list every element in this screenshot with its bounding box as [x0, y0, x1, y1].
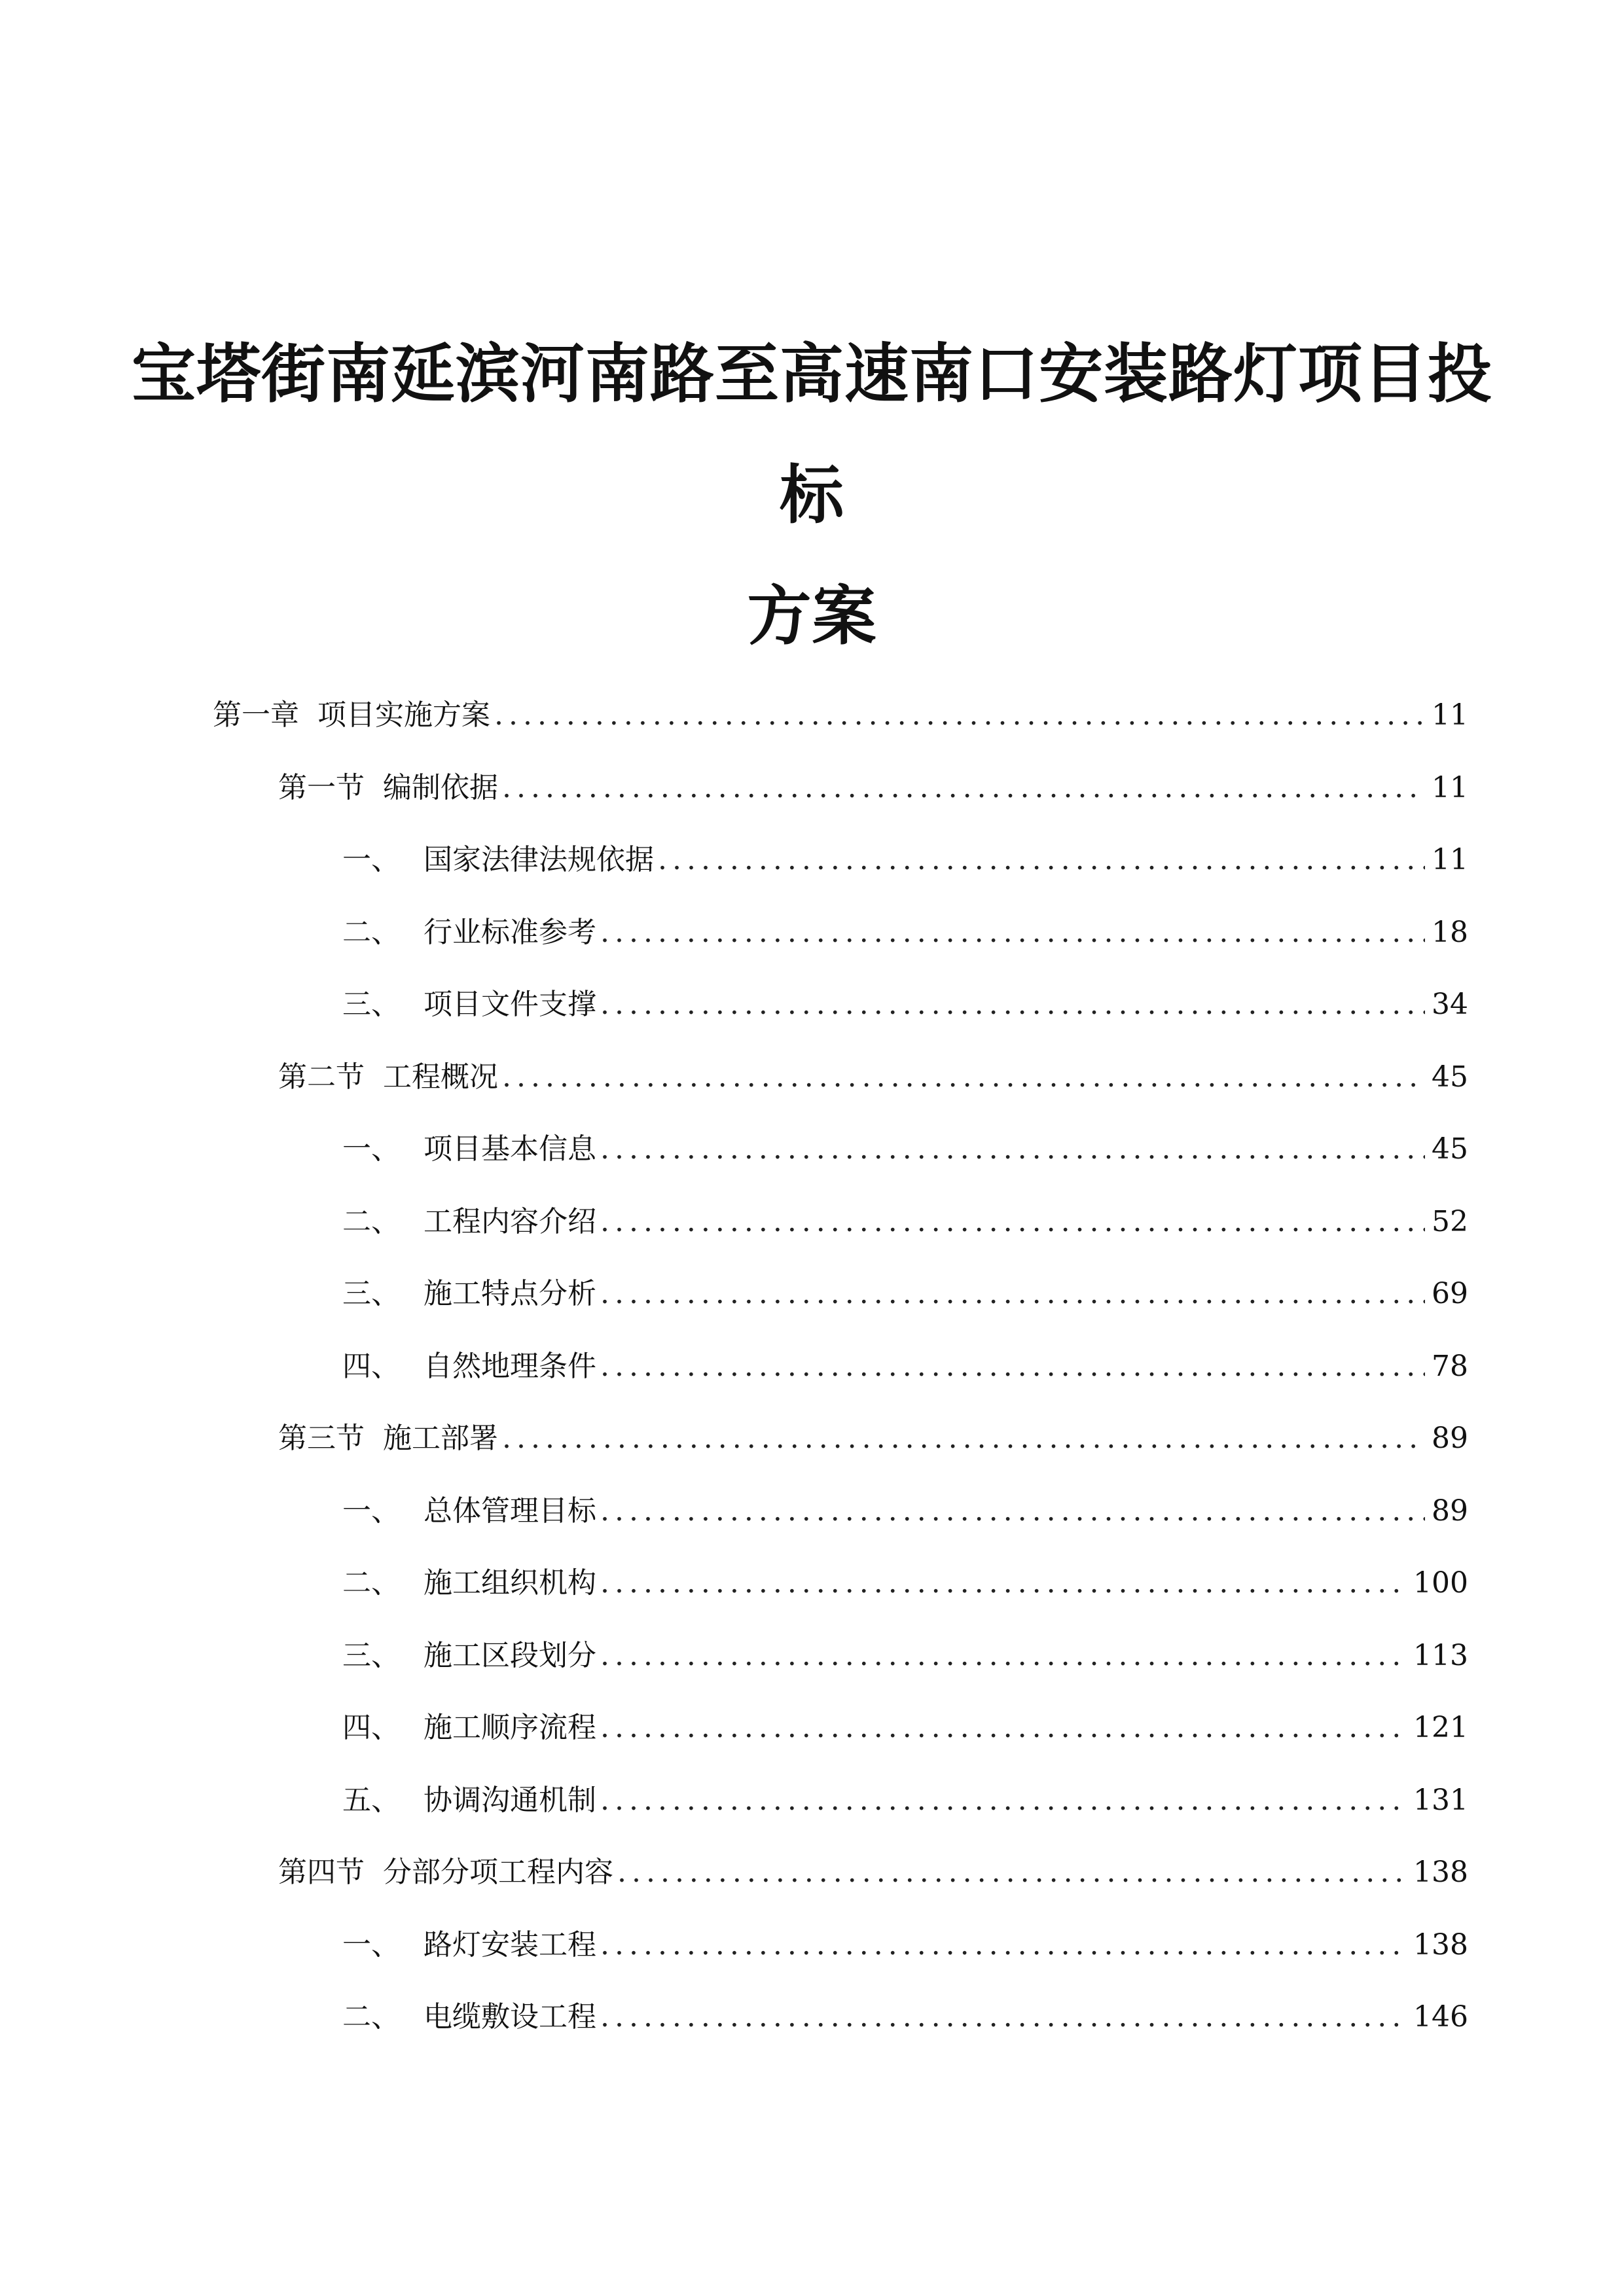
toc-entry-number: 二、	[342, 2000, 400, 2034]
toc-entry-title	[342, 906, 596, 959]
toc-entry-title	[342, 1123, 596, 1175]
toc-entry-label: 分部分项工程内容	[383, 1856, 613, 1889]
toc-entry-number: 二、	[342, 1205, 400, 1238]
toc-dot-leader	[600, 1340, 1425, 1393]
toc-dot-leader	[600, 1774, 1407, 1827]
toc-entry-number: 一、	[342, 843, 400, 876]
toc-dot-leader	[658, 834, 1425, 886]
toc-entry-title	[278, 1846, 613, 1899]
document-title-line-1: 宝塔街南延滨河南路至高速南口安装路灯项目投标	[131, 337, 1492, 533]
toc-dot-leader	[502, 1051, 1425, 1103]
toc-entry[interactable]	[342, 1630, 1468, 1682]
toc-dot-leader	[502, 1412, 1425, 1465]
toc-entry[interactable]	[342, 1557, 1468, 1609]
toc-entry-label: 协调沟通机制	[424, 1784, 596, 1817]
document-title-line-2: 方案	[747, 579, 877, 654]
toc-entry-number: 一、	[342, 1928, 400, 1962]
toc-entry-number: 四、	[342, 1711, 400, 1744]
toc-entry-label: 施工区段划分	[424, 1639, 596, 1672]
toc-entry-page-number: 69	[1432, 1277, 1468, 1310]
toc-entry-label: 项目文件支撑	[424, 988, 596, 1021]
toc-entry-number: 第一章	[213, 698, 299, 732]
toc-entry-title	[342, 1485, 596, 1537]
toc-dot-leader	[600, 1268, 1425, 1320]
toc-entry[interactable]	[278, 1412, 1468, 1465]
toc-entry-label: 施工组织机构	[424, 1566, 596, 1600]
toc-dot-leader	[617, 1846, 1407, 1899]
toc-entry-label: 自然地理条件	[424, 1350, 596, 1383]
toc-entry[interactable]	[213, 689, 1468, 742]
toc-entry-label: 编制依据	[383, 771, 498, 804]
toc-entry-label: 施工特点分析	[424, 1277, 596, 1310]
toc-dot-leader	[600, 1919, 1407, 1971]
toc-entry-page-number: 89	[1432, 1494, 1468, 1528]
toc-entry-number: 一、	[342, 1132, 400, 1166]
toc-entry-title	[342, 834, 654, 886]
toc-entry-title	[342, 1702, 596, 1754]
toc-entry-page-number: 11	[1432, 698, 1468, 732]
toc-entry-title	[342, 1630, 596, 1682]
toc-dot-leader	[600, 1630, 1407, 1682]
toc-entry-label: 电缆敷设工程	[424, 2000, 596, 2034]
toc-entry-label: 项目实施方案	[317, 698, 490, 732]
toc-dot-leader	[600, 906, 1425, 959]
toc-entry-title	[342, 1991, 596, 2043]
toc-entry[interactable]	[342, 1123, 1468, 1175]
toc-entry-number: 三、	[342, 988, 400, 1021]
document-title	[131, 314, 1493, 677]
toc-entry[interactable]	[278, 762, 1468, 814]
toc-entry-title	[342, 1557, 596, 1609]
toc-entry-number: 第一节	[278, 771, 365, 804]
toc-entry-number: 第四节	[278, 1856, 365, 1889]
toc-entry-number: 三、	[342, 1639, 400, 1672]
toc-entry-page-number: 45	[1432, 1060, 1468, 1094]
toc-entry-label: 施工部署	[383, 1422, 498, 1455]
toc-entry[interactable]	[342, 1340, 1468, 1393]
toc-entry-page-number: 34	[1432, 988, 1468, 1021]
toc-entry[interactable]	[342, 978, 1468, 1031]
toc-entry[interactable]	[342, 1485, 1468, 1537]
toc-dot-leader	[600, 978, 1425, 1031]
toc-entry-title	[278, 1412, 498, 1465]
toc-entry-title	[342, 1268, 596, 1320]
toc-entry[interactable]	[342, 906, 1468, 959]
toc-entry[interactable]	[342, 834, 1468, 886]
toc-dot-leader	[502, 762, 1425, 814]
toc-entry-page-number: 78	[1432, 1350, 1468, 1383]
toc-dot-leader	[600, 1123, 1425, 1175]
toc-entry-number: 五、	[342, 1784, 400, 1817]
toc-entry-label: 项目基本信息	[424, 1132, 596, 1166]
toc-entry-label: 总体管理目标	[424, 1494, 596, 1528]
toc-entry-page-number: 131	[1413, 1784, 1468, 1817]
toc-entry[interactable]	[342, 1991, 1468, 2043]
toc-entry-label: 工程概况	[383, 1060, 498, 1094]
toc-entry-number: 二、	[342, 1566, 400, 1600]
toc-entry-page-number: 11	[1432, 771, 1468, 804]
toc-entry-title	[342, 1919, 596, 1971]
toc-dot-leader	[600, 1702, 1407, 1754]
toc-entry-number: 二、	[342, 916, 400, 949]
toc-entry[interactable]	[278, 1051, 1468, 1103]
toc-entry-label: 行业标准参考	[424, 916, 596, 949]
toc-entry-title	[213, 689, 490, 742]
toc-entry[interactable]	[342, 1268, 1468, 1320]
toc-entry[interactable]	[342, 1702, 1468, 1754]
toc-entry-page-number: 138	[1413, 1928, 1468, 1962]
toc-entry[interactable]	[342, 1196, 1468, 1248]
toc-entry-title	[342, 1340, 596, 1393]
toc-entry-page-number: 18	[1432, 916, 1468, 949]
toc-entry-page-number: 89	[1432, 1422, 1468, 1455]
toc-entry-page-number: 45	[1432, 1132, 1468, 1166]
toc-entry-label: 路灯安装工程	[424, 1928, 596, 1962]
toc-entry-label: 施工顺序流程	[424, 1711, 596, 1744]
toc-entry-page-number: 100	[1413, 1566, 1468, 1600]
toc-dot-leader	[600, 1557, 1407, 1609]
toc-entry-title	[342, 1196, 596, 1248]
toc-entry[interactable]	[342, 1919, 1468, 1971]
toc-entry[interactable]	[278, 1846, 1468, 1899]
toc-dot-leader	[494, 689, 1425, 742]
toc-entry-title	[278, 762, 498, 814]
toc-entry-page-number: 113	[1413, 1639, 1468, 1672]
toc-entry-number: 第二节	[278, 1060, 365, 1094]
toc-entry-page-number: 11	[1432, 843, 1468, 876]
toc-dot-leader	[600, 1196, 1425, 1248]
toc-entry-number: 四、	[342, 1350, 400, 1383]
toc-dot-leader	[600, 1485, 1425, 1537]
toc-entry-label: 国家法律法规依据	[424, 843, 654, 876]
toc-entry-number: 三、	[342, 1277, 400, 1310]
toc-entry-number: 一、	[342, 1494, 400, 1528]
toc-entry-title	[342, 978, 596, 1031]
toc-entry-page-number: 121	[1413, 1711, 1468, 1744]
toc-entry-page-number: 52	[1432, 1205, 1468, 1238]
toc-entry-label: 工程内容介绍	[424, 1205, 596, 1238]
toc-entry-title	[342, 1774, 596, 1827]
toc-entry[interactable]	[342, 1774, 1468, 1827]
toc-dot-leader	[600, 1991, 1407, 2043]
toc-entry-title	[278, 1051, 498, 1103]
toc-entry-number: 第三节	[278, 1422, 365, 1455]
toc-entry-page-number: 146	[1413, 2000, 1468, 2034]
toc-entry-page-number: 138	[1413, 1856, 1468, 1889]
